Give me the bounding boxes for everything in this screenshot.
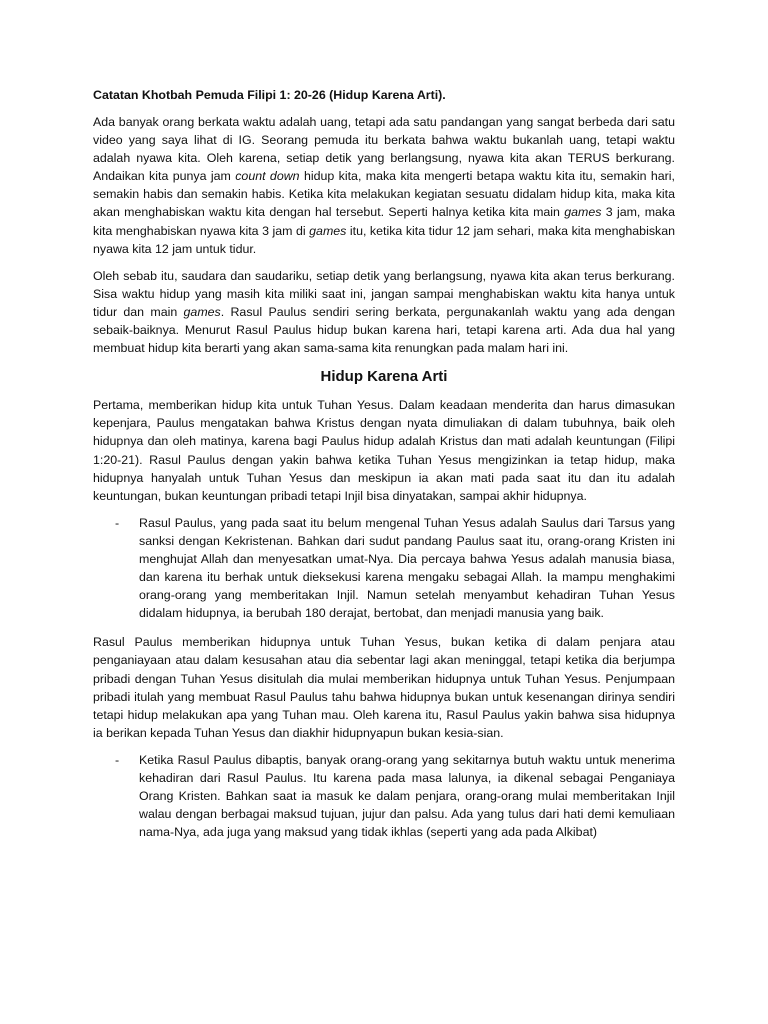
intro-paragraph-2 bbox=[93, 267, 675, 357]
bullet-text: Ketika Rasul Paulus dibaptis, banyak orang-orang yang sekitarnya butuh waktu untuk menerima kehadiran dari Rasul Paulus. Itu karena pada masa lalunya, ia dikenal sebagai Penganiaya Orang Kristen. Bahkan saat ia masuk ke dalam penjara, orang-orang mulai memberitakan Injil walau dengan berbagai maksud tujuan, jujur dan palsu. Ada yang tulus dari hati demi kemuliaan nama-Nya, ada juga yang maksud yang tidak ikhlas (seperti yang ada pada Alkibat) bbox=[139, 752, 675, 840]
section-paragraph-2: Rasul Paulus memberikan hidupnya untuk Tuhan Yesus, bukan ketika di dalam penjara atau penganiayaan atau dalam kesusahan atau dia sebentar lagi akan meninggal, tetapi ketika dia berjumpa pribadi dengan Tuhan Yesus disitulah dia mulai memberikan hidupnya untuk Tuhan Yesus. Penjumpaan pribadi itulah yang membuat Rasul Paulus tahu bahwa hidupnya bukan untuk kesenangan dirinya sendiri tetapi hidup melakukan apa yang Tuhan mau. Oleh karena itu, Rasul Paulus yakin bahwa sisa hidupnya ia berikan kepada Tuhan Yesus dan diakhir hidupnyapun bukan kesia-sian. bbox=[93, 635, 675, 740]
text-run: hidup kita, maka kita mengerti betapa waktu kita itu, semakin hari, semakin habis dan semakin habis. Ketika kita melakukan kegiatan sesuatu didalam hidup kita, maka kita akan menghabiskan waktu kita dengan hal tersebut. Seperti halnya ketika kita main bbox=[93, 169, 675, 220]
document-title: Catatan Khotbah Pemuda Filipi 1: 20-26 (Hidup Karena Arti). bbox=[93, 88, 446, 102]
bullet-marker: - bbox=[115, 752, 120, 767]
italic-term-games: games bbox=[309, 223, 347, 238]
bullet-item-1 bbox=[93, 514, 675, 623]
text-run: 3 jam, maka kita menghabiskan nyawa kita 3 jam di bbox=[93, 205, 675, 238]
text-run: itu, ketika kita tidur 12 jam sehari, maka kita menghabiskan nyawa kita 12 jam untuk tidur. bbox=[93, 223, 675, 256]
section-heading: Hidup Karena Arti bbox=[320, 368, 448, 386]
bullet-item-2 bbox=[93, 751, 675, 841]
text-run: . Rasul Paulus sendiri sering berkata, pergunakanlah waktu yang ada dengan sebaik-baiknya. Menurut Rasul Paulus hidup bukan karena hari, tetapi karena arti. Ada dua hal yang membuat hidup kita berarti yang akan sama-sama kita renungkan pada malam hari ini. bbox=[93, 304, 675, 356]
text-run: Oleh sebab itu, saudara dan saudariku, setiap detik yang berlangsung, nyawa kita akan terus berkurang. Sisa waktu hidup yang masih kita miliki saat ini, jangan sampai menghabiskan waktu kita hanya untuk tidur dan main bbox=[93, 268, 675, 319]
text-run: Ada banyak orang berkata waktu adalah uang, tetapi ada satu pandangan yang sangat berbeda dari satu video yang saya lihat di IG. Seorang pemuda itu berkata bahwa waktu bukanlah uang, tetapi waktu adalah nyawa kita. Oleh karena, setiap detik yang berlangsung, nyawa kita akan TERUS berkurang. Andaikan kita punya jam bbox=[93, 115, 675, 184]
italic-term-games: games bbox=[564, 205, 602, 220]
italic-term-games: games bbox=[183, 304, 221, 319]
document-page bbox=[93, 86, 675, 852]
bullet-text: Rasul Paulus, yang pada saat itu belum mengenal Tuhan Yesus adalah Saulus dari Tarsus yang sanksi dengan Kekristenan. Bahkan dari sudut pandang Paulus saat itu, orang-orang Kristen ini menghujat Allah dan menyesatkan umat-Nya. Dia percaya bahwa Yesus adalah manusia biasa, dan karena itu berhak untuk dieksekusi karena mengaku sebagai Allah. Ia mampu menghakimi orang-orang yang memberitakan Injil. Namun setelah menyambut kehadiran Tuhan Yesus didalam hidupnya, ia berubah 180 derajat, bertobat, dan menjadi manusia yang baik. bbox=[139, 515, 675, 621]
section-paragraph-1: Pertama, memberikan hidup kita untuk Tuhan Yesus. Dalam keadaan menderita dan harus dimasukan kepenjara, Paulus mengatakan bahwa Kristus dengan nyata dimuliakan di dalam tubuhnya, baik oleh hidupnya dan oleh matinya, karena bagi Paulus hidup adalah Kristus dan mati adalah keuntungan (Filipi 1:20-21). Rasul Paulus dengan yakin bahwa ketika Tuhan Yesus mengizinkan ia tetap hidup, maka hidupnya hanyalah untuk Tuhan Yesus dan meskipun ia akan mati pada saat itu dan itu adalah keuntungan, bukan keuntungan pribadi tetapi Injil bisa dinyatakan, sampai akhir hidupnya. bbox=[93, 398, 675, 503]
italic-term-count-down: count down bbox=[235, 169, 300, 184]
intro-paragraph-1 bbox=[93, 113, 675, 258]
bullet-marker: - bbox=[115, 515, 120, 530]
